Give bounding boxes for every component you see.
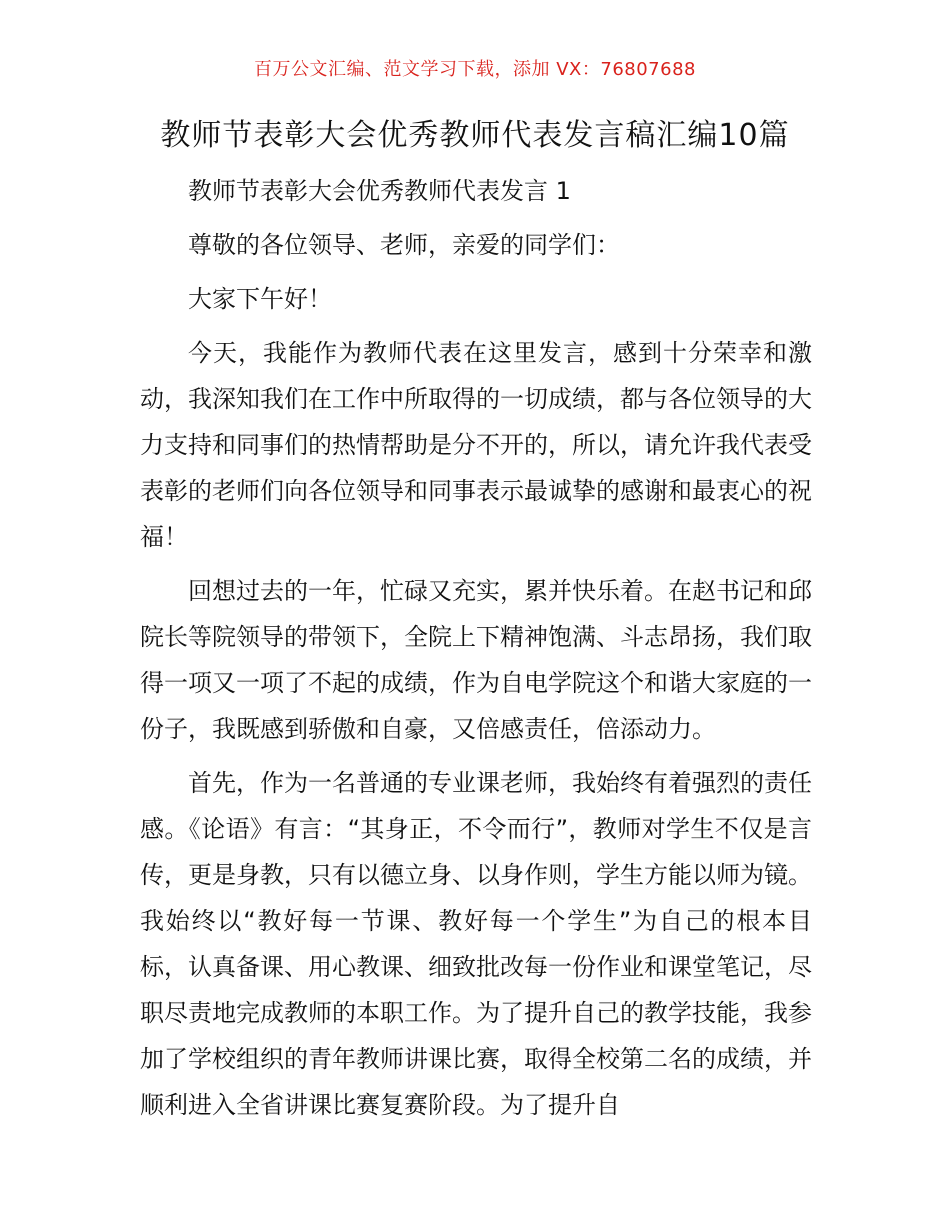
paragraph-thanks: 今天，我能作为教师代表在这里发言，感到十分荣幸和激动，我深知我们在工作中所取得的一切成绩，都与各位领导的大力支持和同事们的热情帮助是分不开的，所以，请允许我代表受表彰的老师们向各位领导和同事表示最诚挚的感谢和最衷心的祝福！: [140, 339, 812, 551]
paragraph-review: 回想过去的一年，忙碌又充实，累并快乐着。在赵书记和邱院长等院领导的带领下，全院上下精神饱满、斗志昂扬，我们取得一项又一项了不起的成绩，作为自电学院这个和谐大家庭的一份子，我既感到骄傲和自豪，又倍感责任，倍添动力。: [140, 577, 812, 743]
speech-heading: 教师节表彰大会优秀教师代表发言 1: [188, 177, 571, 205]
document-title: 教师节表彰大会优秀教师代表发言稿汇编10篇: [160, 118, 790, 153]
document-body: [140, 168, 812, 1128]
header-watermark: 百万公文汇编、范文学习下载，添加 VX：76807688: [254, 59, 696, 80]
salutation: 尊敬的各位领导、老师，亲爱的同学们：: [188, 231, 620, 259]
greeting: 大家下午好！: [188, 285, 332, 313]
paragraph-responsibility: 首先，作为一名普通的专业课老师，我始终有着强烈的责任感。《论语》有言：“其身正，不令而行”，教师对学生不仅是言传，更是身教，只有以德立身、以身作则，学生方能以师为镜。我始终以“教好每一节课、教好每一个学生”为自己的根本目标，认真备课、用心教课、细致批改每一份作业和课堂笔记，尽职尽责地完成教师的本职工作。为了提升自己的教学技能，我参加了学校组织的青年教师讲课比赛，取得全校第二名的成绩，并顺利进入全省讲课比赛复赛阶段。为了提升自: [140, 769, 812, 1119]
